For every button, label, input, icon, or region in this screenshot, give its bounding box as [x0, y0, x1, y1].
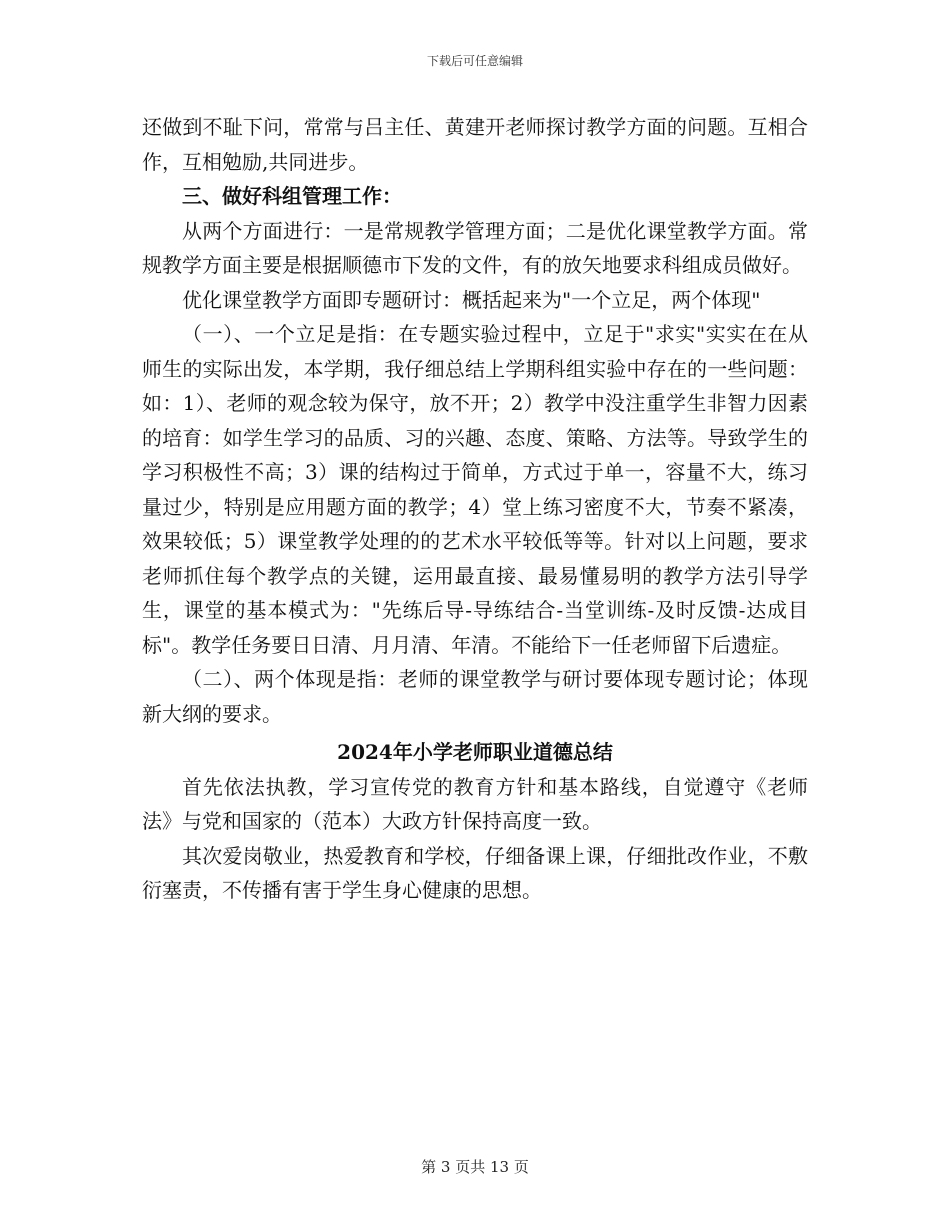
paragraph: 其次爱岗敬业，热爱教育和学校，仔细备课上课，仔细批改作业，不敷衍塞责，不传播有害于学生身心健康的思想。: [142, 843, 808, 902]
page-header-note: 下载后可任意编辑: [426, 54, 523, 68]
document-title: 2024年小学老师职业道德总结: [337, 740, 613, 764]
paragraph: 首先依法执教，学习宣传党的教育方针和基本路线，自觉遵守《老师法》与党和国家的（范本）大政方针保持高度一致。: [142, 774, 808, 833]
paragraph: 从两个方面进行：一是常规教学管理方面；二是优化课堂教学方面。常规教学方面主要是根据顺德市下发的文件，有的放矢地要求科组成员做好。: [142, 218, 808, 277]
paragraph: 优化课堂教学方面即专题研讨：概括起来为"一个立足，两个体现": [182, 287, 761, 312]
section-heading: 三、做好科组管理工作：: [182, 184, 402, 208]
document-body: [142, 110, 808, 908]
paragraph: （一）、一个立足是指：在专题实验过程中，立足于"求实"实实在在从师生的实际出发，本学期，我仔细总结上学期科组实验中存在的一些问题：如：1）、老师的观念较为保守，放不开；2）教学中没注重学生非智力因素的培育：如学生学习的品质、习的兴趣、态度、策略、方法等。导致学生的学习积极性不高；3）课的结构过于简单，方式过于单一，容量不大，练习量过少，特别是应用题方面的教学；4）堂上练习密度不大，节奏不紧凑，效果较低；5）课堂教学处理的的艺术水平较低等等。针对以上问题，要求老师抓住每个教学点的关键，运用最直接、最易懂易明的教学方法引导学生，课堂的基本模式为："先练后导-导练结合-当堂训练-及时反馈-达成目标"。教学任务要日日清、月月清、年清。不能给下一任老师留下后遗症。: [142, 322, 808, 657]
paragraph: （二）、两个体现是指：老师的课堂教学与研讨要体现专题讨论；体现新大纲的要求。: [142, 667, 808, 726]
paragraph-continuation: 还做到不耻下问，常常与吕主任、黄建开老师探讨教学方面的问题。互相合作，互相勉励,共同进步。: [142, 115, 808, 174]
page-number: 第 3 页共 13 页: [421, 1158, 529, 1176]
